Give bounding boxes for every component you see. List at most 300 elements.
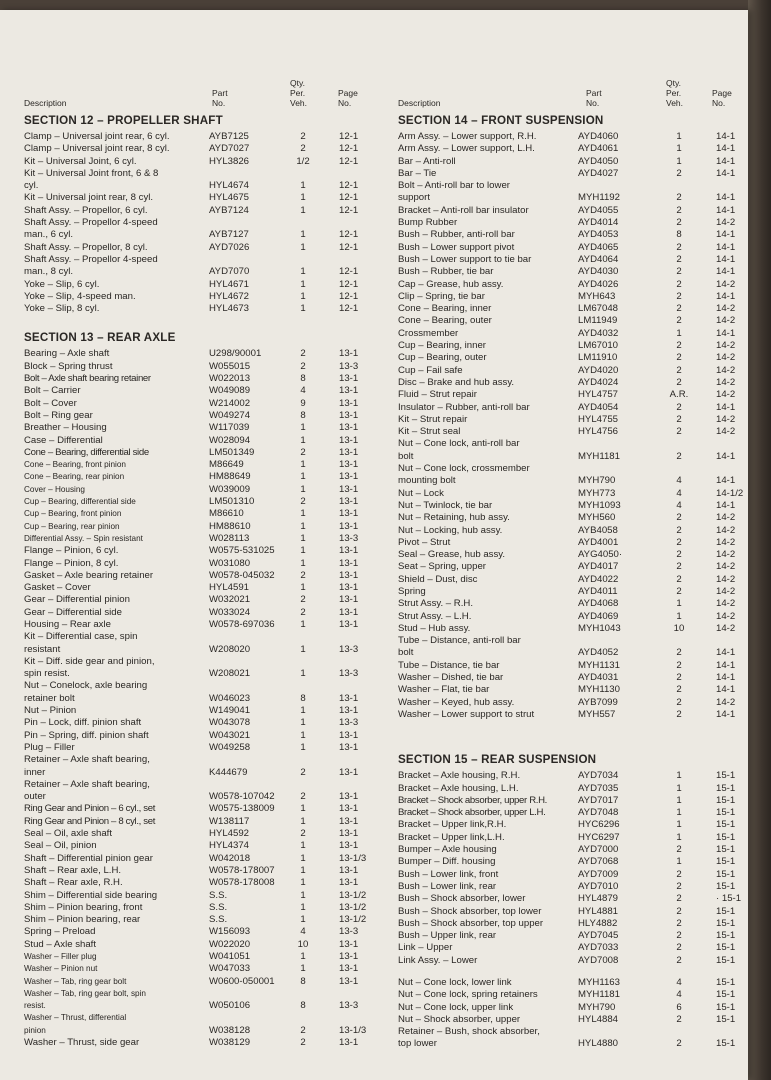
part-row — [24, 607, 372, 619]
quantity-per-vehicle: 2 — [676, 573, 682, 585]
quantity-per-vehicle: 2 — [676, 696, 682, 708]
part-number: S.S. — [209, 914, 228, 926]
part-number: LM11949 — [578, 315, 618, 327]
part-number: U298/90001 — [209, 348, 262, 360]
page-number: 13-1 — [339, 373, 359, 385]
part-row — [24, 742, 372, 754]
part-number: AYD4050 — [578, 155, 619, 167]
part-description: Gear – Differential pinion — [24, 594, 130, 606]
part-row — [24, 508, 372, 520]
part-description: Spring – Preload — [24, 926, 96, 938]
part-number: W043021 — [209, 729, 251, 741]
part-number: AYD7008 — [578, 954, 619, 966]
page-number: 13-1 — [339, 840, 359, 852]
quantity-per-vehicle: 2 — [300, 360, 306, 372]
part-description: Retainer – Bush, shock absorber, top lower — [398, 1026, 540, 1050]
part-row — [398, 525, 734, 537]
part-row — [398, 266, 734, 278]
part-number: HM88610 — [209, 520, 251, 532]
part-number: W0578-045032 — [209, 569, 275, 581]
part-description: Kit – Universal Joint, 6 cyl. — [24, 155, 137, 167]
page-number: 14-2 — [716, 426, 736, 438]
part-number: HYL4374 — [209, 840, 250, 852]
page-number: 13-1 — [339, 520, 359, 532]
page-number: 13-1 — [339, 618, 359, 630]
part-description: Bush – Shock absorber, top lower — [398, 905, 542, 917]
part-row — [24, 471, 372, 483]
part-number: AYB4058 — [578, 524, 618, 536]
part-description: Bolt – Carrier — [24, 385, 81, 397]
quantity-per-vehicle: 1 — [300, 434, 306, 446]
part-row — [24, 242, 372, 254]
column-header — [24, 72, 372, 108]
part-row — [24, 902, 372, 914]
part-description: Washer – Pinion nut — [24, 964, 98, 974]
part-number: W0578-178007 — [209, 864, 275, 876]
page-number: 13-1 — [339, 385, 359, 397]
part-description: Yoke – Slip, 6 cyl. — [24, 278, 100, 290]
part-number: W033024 — [209, 606, 251, 618]
part-description: Block – Spring thrust — [24, 360, 113, 372]
quantity-per-vehicle: 2 — [676, 954, 682, 966]
part-row — [24, 582, 372, 594]
part-row — [398, 352, 734, 364]
part-description: Seat – Spring, upper — [398, 561, 487, 573]
part-row — [24, 131, 372, 143]
part-number: HYL4884 — [578, 1013, 619, 1025]
part-row — [398, 1026, 734, 1051]
part-row — [24, 303, 372, 315]
part-description: Bracket – Axle housing, L.H. — [398, 782, 519, 794]
part-row — [398, 365, 734, 377]
part-row — [24, 459, 372, 471]
part-description: Cup – Bearing, inner — [398, 340, 486, 352]
page-number: 13-1 — [339, 705, 359, 717]
part-description: Kit – Universal joint rear, 8 cyl. — [24, 192, 154, 204]
part-description: Washer – Dished, tie bar — [398, 672, 504, 684]
quantity-per-vehicle: 2 — [676, 647, 682, 659]
quantity-per-vehicle: 2 — [676, 917, 682, 929]
part-description: Arm Assy. – Lower support, R.H. — [398, 131, 537, 142]
page-number: 15-1 — [716, 782, 736, 794]
part-number: HYL4879 — [578, 893, 619, 905]
part-number: AYD4014 — [578, 217, 619, 229]
part-description: Yoke – Slip, 8 cyl. — [24, 303, 100, 315]
part-row — [24, 656, 372, 681]
part-row — [24, 348, 372, 360]
quantity-per-vehicle: 2 — [676, 253, 682, 265]
quantity-per-vehicle: 2 — [676, 524, 682, 536]
part-description: Washer – Thrust, side gear — [24, 1037, 140, 1049]
quantity-per-vehicle: 2 — [676, 844, 682, 856]
page-number: 12-1 — [339, 143, 359, 155]
part-row — [398, 217, 734, 229]
quantity-per-vehicle: 1 — [300, 303, 306, 315]
quantity-per-vehicle: 1 — [676, 610, 682, 622]
book-edge — [748, 0, 771, 1080]
quantity-per-vehicle: 4 — [676, 989, 682, 1001]
part-row — [24, 1012, 372, 1037]
page-number: 13-1 — [339, 864, 359, 876]
quantity-per-vehicle: 1 — [300, 643, 306, 655]
part-number: W208020 — [209, 643, 251, 655]
part-description: Gasket – Axle bearing retainer — [24, 569, 154, 581]
part-description: Cup – Bearing, differential side — [24, 497, 136, 507]
quantity-per-vehicle: 1 — [300, 951, 306, 962]
page-number: 15-1 — [716, 1001, 736, 1013]
quantity-per-vehicle: 1 — [300, 618, 306, 630]
part-row — [398, 279, 734, 291]
part-description: Retainer – Axle shaft bearing, inner — [24, 754, 150, 778]
part-row — [24, 926, 372, 938]
part-description: Bracket – Shock absorber, upper R.H. — [398, 794, 547, 806]
part-description: Bearing – Axle shaft — [24, 348, 110, 360]
section-title: SECTION 15 – REAR SUSPENSION — [398, 753, 597, 767]
quantity-per-vehicle: 8 — [300, 692, 306, 704]
part-row — [24, 205, 372, 217]
part-row — [398, 635, 734, 660]
quantity-per-vehicle: 1/2 — [296, 155, 310, 167]
page-number: 14-1 — [716, 672, 736, 684]
part-row — [24, 410, 372, 422]
page-number: 14-2 — [716, 413, 736, 425]
page-number: 14-2 — [716, 622, 736, 634]
header-page-no: Page No. — [338, 88, 358, 108]
part-row — [24, 168, 372, 193]
page-number: 14-1 — [716, 155, 736, 167]
quantity-per-vehicle: 2 — [676, 708, 682, 720]
part-number: AYD7027 — [209, 143, 250, 155]
part-description: Bolt – Axle shaft bearing retainer — [24, 373, 151, 385]
quantity-per-vehicle: 1 — [300, 914, 306, 926]
part-row — [24, 279, 372, 291]
quantity-per-vehicle: 8 — [300, 373, 306, 385]
part-row — [24, 217, 372, 242]
part-number: AYD4053 — [578, 229, 619, 241]
part-number: HYL4881 — [578, 905, 619, 917]
part-row — [24, 422, 372, 434]
part-row — [398, 697, 734, 709]
quantity-per-vehicle: 2 — [676, 413, 682, 425]
part-description: Shaft Assy. – Propellor 4-speed man., 6 cyl. — [24, 217, 158, 241]
part-description: Kit – Strut repair — [398, 413, 468, 425]
page-number: 12-1 — [339, 241, 359, 253]
quantity-per-vehicle: 1 — [676, 856, 682, 868]
header-description: Description — [24, 98, 67, 108]
quantity-per-vehicle: 1 — [676, 131, 682, 142]
quantity-per-vehicle: 1 — [300, 864, 306, 876]
part-description: Nut – Cone lock, upper link — [398, 1001, 514, 1013]
part-row — [398, 168, 734, 180]
part-row — [24, 631, 372, 656]
page-number: 13-1 — [339, 569, 359, 581]
page-number: 13-1 — [339, 545, 359, 557]
page-number: 14-1 — [716, 327, 736, 339]
part-number: W049274 — [209, 409, 251, 421]
part-description: Seal – Oil, pinion — [24, 840, 97, 852]
part-row — [398, 869, 734, 881]
part-number: HYL4672 — [209, 290, 250, 302]
quantity-per-vehicle: 2 — [676, 868, 682, 880]
part-row — [398, 377, 734, 389]
part-row — [398, 549, 734, 561]
part-description: Cone – Bearing, differential side — [24, 446, 149, 458]
part-row — [398, 389, 734, 401]
page-number: 14-1 — [716, 143, 736, 155]
part-row — [398, 303, 734, 315]
part-description: Cup – Bearing, outer — [398, 352, 487, 364]
quantity-per-vehicle: 2 — [676, 942, 682, 954]
page-number: 15-1 — [716, 942, 736, 954]
quantity-per-vehicle: 1 — [676, 598, 682, 610]
part-row — [398, 131, 734, 143]
part-row — [398, 537, 734, 549]
part-row — [398, 918, 734, 930]
part-description: Bracket – Upper link,L.H. — [398, 831, 505, 843]
page-number: 13-1 — [339, 483, 359, 495]
page-number: 14-1 — [716, 475, 736, 487]
page-number: 13-1 — [339, 496, 359, 508]
quantity-per-vehicle: 4 — [676, 977, 682, 988]
page-number: 14-2 — [716, 340, 736, 352]
part-row — [24, 705, 372, 717]
part-description: Clamp – Universal joint rear, 6 cyl. — [24, 131, 170, 142]
page-number: 14-1 — [716, 499, 736, 511]
page-number: 14-1 — [716, 684, 736, 696]
section-title: SECTION 12 – PROPELLER SHAFT — [24, 114, 223, 127]
part-description: Shaft – Differential pinion gear — [24, 852, 153, 864]
page-number: 12-1 — [339, 131, 359, 142]
part-number: AYD4024 — [578, 376, 619, 388]
part-description: Flange – Pinion, 8 cyl. — [24, 557, 119, 569]
page-number: 13-1 — [339, 815, 359, 827]
page-number: 14-2 — [716, 303, 736, 315]
part-number: AYD7000 — [578, 844, 619, 856]
part-description: Shim – Pinion bearing, rear — [24, 914, 141, 926]
part-row — [24, 1037, 372, 1049]
part-number: HM88649 — [209, 471, 251, 483]
page-number: 13-1 — [339, 348, 359, 360]
part-description: Breather – Housing — [24, 422, 107, 434]
page-number: 12-1 — [339, 266, 359, 278]
part-description: Bush – Lower support pivot — [398, 241, 515, 253]
part-number: HYC6297 — [578, 831, 620, 843]
part-description: Bush – Rubber, anti-roll bar — [398, 229, 515, 241]
part-number: W0600-050001 — [209, 975, 275, 987]
part-row — [24, 717, 372, 729]
quantity-per-vehicle: 4 — [676, 475, 682, 487]
part-number: W049258 — [209, 741, 251, 753]
quantity-per-vehicle: 2 — [676, 217, 682, 229]
part-number: W208021 — [209, 668, 251, 680]
part-row — [24, 840, 372, 852]
part-number: AYD4001 — [578, 536, 619, 548]
page-number: 14-1 — [716, 204, 736, 216]
quantity-per-vehicle: 1 — [300, 877, 306, 889]
part-number: W050106 — [209, 1000, 251, 1012]
part-row — [24, 914, 372, 926]
part-description: Tube – Distance, tie bar — [398, 659, 500, 671]
page-number: 14-2 — [716, 389, 736, 401]
part-row — [24, 254, 372, 279]
quantity-per-vehicle: 1 — [676, 782, 682, 794]
part-row — [398, 942, 734, 954]
page-number: 15-1 — [716, 880, 736, 892]
page-number: 14-2 — [716, 376, 736, 388]
quantity-per-vehicle: 1 — [300, 192, 306, 204]
part-description: Clamp – Universal joint rear, 8 cyl. — [24, 143, 170, 155]
part-number: AYD7068 — [578, 856, 619, 868]
part-row — [24, 521, 372, 533]
page-number: 13-1 — [339, 791, 359, 803]
part-number: AYD4064 — [578, 253, 619, 265]
quantity-per-vehicle: 4 — [300, 926, 306, 938]
part-description: Cone – Bearing, front pinion — [24, 460, 126, 470]
quantity-per-vehicle: 2 — [300, 1024, 306, 1036]
page-number: 14-2 — [716, 585, 736, 597]
part-row — [398, 512, 734, 524]
quantity-per-vehicle: 4 — [300, 385, 306, 397]
part-description: Stud – Hub assy. — [398, 622, 471, 634]
part-row — [24, 976, 372, 988]
part-row — [398, 426, 734, 438]
quantity-per-vehicle: 2 — [676, 880, 682, 892]
part-description: Bumper – Axle housing — [398, 844, 497, 856]
part-description: Differential Assy. – Spin resistant — [24, 533, 143, 543]
section-title: SECTION 13 – REAR AXLE — [24, 331, 176, 345]
part-description: Bush – Rubber, tie bar — [398, 266, 494, 278]
part-row — [398, 1002, 734, 1014]
part-row — [398, 1014, 734, 1026]
column-header — [398, 72, 734, 108]
part-description: Crossmember — [398, 327, 459, 339]
part-number: K444679 — [209, 766, 248, 778]
part-description: Plug – Filler — [24, 741, 75, 753]
quantity-per-vehicle: 1 — [676, 143, 682, 155]
part-number: W028113 — [209, 532, 250, 544]
quantity-per-vehicle: 1 — [300, 532, 306, 544]
part-description: Flange – Pinion, 6 cyl. — [24, 545, 119, 557]
page-number: 15-1 — [716, 770, 736, 782]
part-number: MYH1181 — [578, 450, 620, 462]
quantity-per-vehicle: 2 — [300, 606, 306, 618]
quantity-per-vehicle: 1 — [300, 963, 306, 975]
part-description: Nut – Retaining, hub assy. — [398, 512, 510, 524]
page-number: 14-2 — [716, 352, 736, 364]
part-number: AYD7035 — [578, 782, 619, 794]
page-number: 14-2 — [716, 315, 736, 327]
quantity-per-vehicle: 2 — [300, 348, 306, 360]
quantity-per-vehicle: 9 — [300, 397, 306, 409]
page-number: 13-1 — [339, 409, 359, 421]
part-number: W055015 — [209, 360, 251, 372]
part-number: W117039 — [209, 422, 250, 434]
page-number: 14-1 — [716, 401, 736, 413]
page-number: 14-1 — [716, 450, 736, 462]
page-number: 13-1 — [339, 1037, 359, 1049]
part-number: AYD4065 — [578, 241, 619, 253]
part-number: W022020 — [209, 938, 251, 950]
part-row — [398, 143, 734, 155]
quantity-per-vehicle: 2 — [676, 401, 682, 413]
page-number: 13-3 — [339, 643, 359, 655]
part-description: Cone – Bearing, inner — [398, 303, 492, 315]
quantity-per-vehicle: 2 — [676, 893, 682, 905]
part-description: Bush – Upper link, rear — [398, 930, 497, 942]
part-number: AYD4069 — [578, 610, 619, 622]
part-number: AYD7048 — [578, 807, 619, 819]
part-description: Bolt – Cover — [24, 397, 77, 409]
page-number: 13-1/2 — [339, 901, 367, 913]
part-number: AYD4027 — [578, 167, 619, 179]
part-row — [398, 463, 734, 488]
quantity-per-vehicle: 2 — [300, 446, 306, 458]
parts-catalog-page — [0, 10, 748, 1080]
part-row — [24, 143, 372, 155]
part-row — [398, 844, 734, 856]
part-number: MYH1181 — [578, 989, 620, 1001]
part-row — [398, 881, 734, 893]
part-description: Bush – Lower support to tie bar — [398, 253, 532, 265]
part-number: AYB7124 — [209, 204, 249, 216]
part-description: Shaft Assy. – Propellor, 8 cyl. — [24, 241, 148, 253]
part-row — [24, 803, 372, 815]
part-row — [398, 623, 734, 635]
page-number: 14-1 — [716, 131, 736, 142]
part-description: Gasket – Cover — [24, 582, 91, 594]
part-number: HYC6296 — [578, 819, 620, 831]
part-description: Cone – Bearing, rear pinion — [24, 472, 125, 482]
left-column — [24, 72, 372, 1049]
page-number: 14-1/2 — [716, 487, 744, 499]
part-row — [398, 402, 734, 414]
part-number: MYH1093 — [578, 499, 621, 511]
part-description: Washer – Thrust, differential pinion — [24, 1013, 127, 1035]
page-number: 13-3 — [339, 717, 359, 729]
part-row — [398, 156, 734, 168]
part-row — [398, 611, 734, 623]
part-description: Seal – Grease, hub assy. — [398, 549, 506, 561]
part-number: AYD4032 — [578, 327, 619, 339]
quantity-per-vehicle: 2 — [676, 167, 682, 179]
page-number: 13-1 — [339, 963, 359, 975]
page-number: 15-1 — [716, 844, 736, 856]
quantity-per-vehicle: 1 — [300, 803, 306, 815]
part-number: HYL4671 — [209, 278, 250, 290]
part-number: AYD4011 — [578, 585, 618, 597]
quantity-per-vehicle: 2 — [676, 684, 682, 696]
page-number: 12-1 — [339, 155, 359, 167]
quantity-per-vehicle: 1 — [676, 807, 682, 819]
part-description: Nut – Cone lock, lower link — [398, 977, 512, 988]
quantity-per-vehicle: 2 — [300, 496, 306, 508]
page-number: 15-1 — [716, 831, 736, 843]
part-description: Washer – Tab, ring gear bolt, spin resist. — [24, 988, 146, 1011]
part-description: Shaft – Rear axle, L.H. — [24, 864, 122, 876]
quantity-per-vehicle: 2 — [676, 278, 682, 290]
quantity-per-vehicle: 4 — [676, 499, 682, 511]
part-row — [398, 906, 734, 918]
quantity-per-vehicle: 1 — [300, 557, 306, 569]
quantity-per-vehicle: 2 — [676, 303, 682, 315]
page-number: 14-2 — [716, 512, 736, 524]
part-number: LM67048 — [578, 303, 619, 315]
quantity-per-vehicle: 2 — [300, 766, 306, 778]
part-number: AYD4031 — [578, 672, 619, 684]
quantity-per-vehicle: 1 — [300, 889, 306, 901]
part-description: Cup – Fail safe — [398, 364, 463, 376]
part-description: Cup – Bearing, front pinion — [24, 509, 122, 519]
